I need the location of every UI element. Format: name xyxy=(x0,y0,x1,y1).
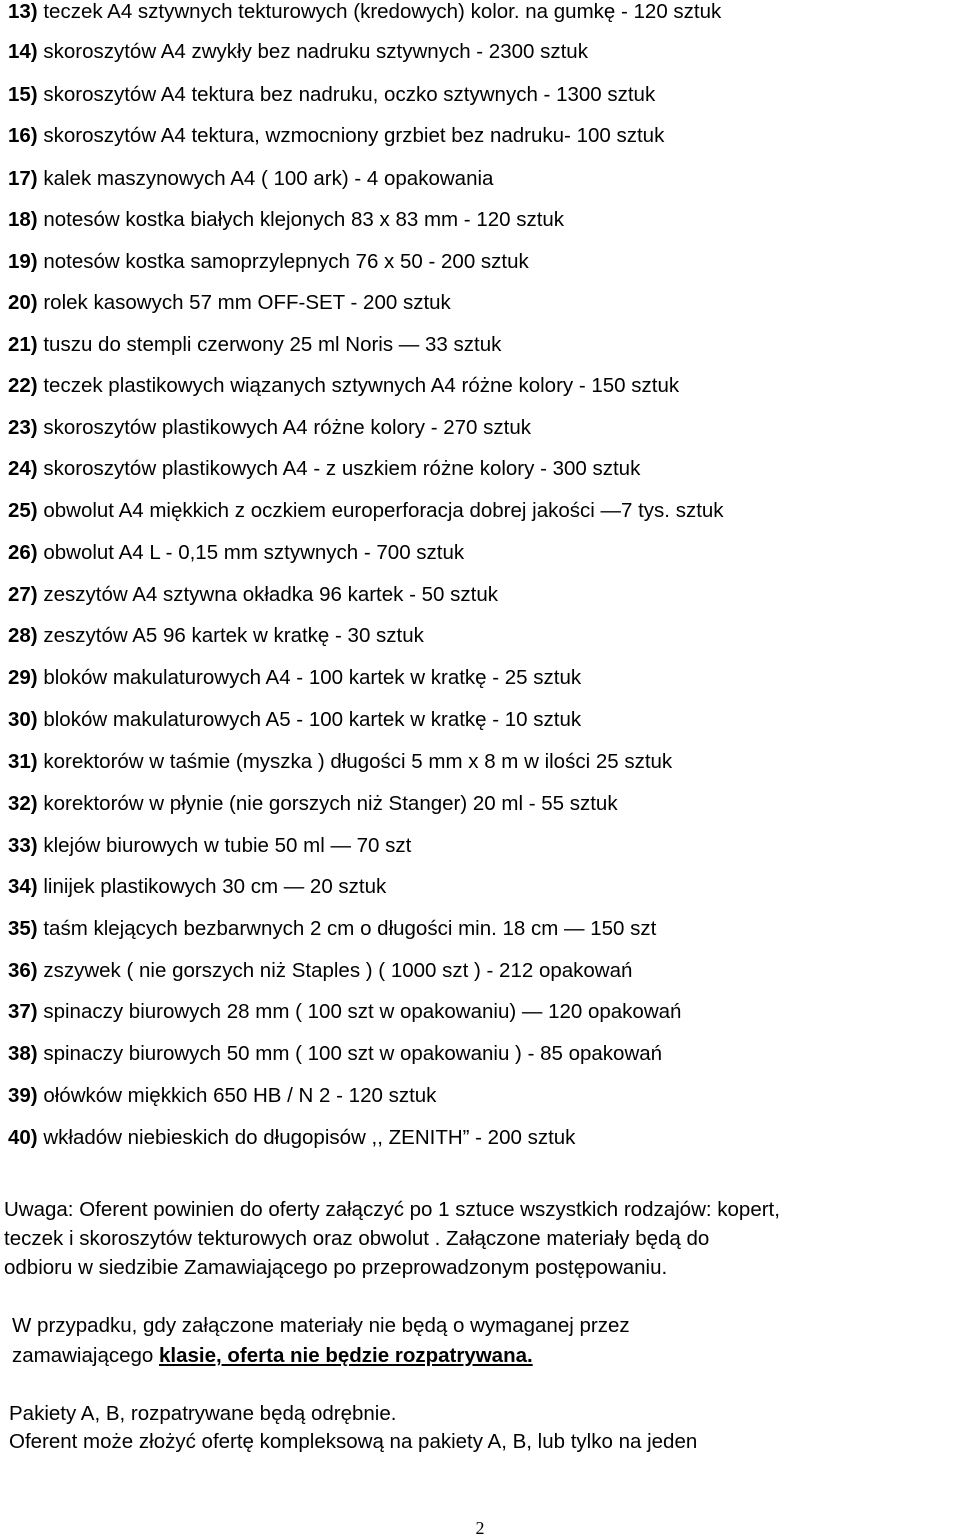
warning-text: zamawiającego xyxy=(12,1344,159,1367)
item-text: korektorów w płynie (nie gorszych niż Stanger) 20 ml - 55 sztuk xyxy=(43,792,618,815)
list-item xyxy=(8,167,493,191)
list-item xyxy=(8,374,679,398)
item-text: skoroszytów A4 tektura, wzmocniony grzbiet bez nadruku- 100 sztuk xyxy=(43,124,665,147)
item-number: 31) xyxy=(8,750,38,773)
list-item xyxy=(8,83,655,107)
list-item xyxy=(8,333,501,357)
item-text: zeszytów A5 96 kartek w kratkę - 30 sztuk xyxy=(43,624,424,647)
list-item xyxy=(8,708,581,732)
item-number: 29) xyxy=(8,666,38,689)
item-text: spinaczy biurowych 50 mm ( 100 szt w opakowaniu ) - 85 opakowań xyxy=(43,1042,663,1065)
item-text: notesów kostka samoprzylepnych 76 x 50 - 200 sztuk xyxy=(43,250,529,273)
item-number: 26) xyxy=(8,541,38,564)
item-text: tuszu do stempli czerwony 25 ml Noris — 33 sztuk xyxy=(43,333,502,356)
item-text: klejów biurowych w tubie 50 ml — 70 szt xyxy=(43,834,412,857)
item-number: 17) xyxy=(8,167,38,190)
item-text: linijek plastikowych 30 cm — 20 sztuk xyxy=(43,875,387,898)
list-item xyxy=(8,250,529,274)
item-text: zszywek ( nie gorszych niż Staples ) ( 1000 szt ) - 212 opakowań xyxy=(43,959,633,982)
item-number: 22) xyxy=(8,374,38,397)
item-number: 16) xyxy=(8,124,38,147)
item-text: teczek A4 sztywnych tekturowych (kredowych) kolor. na gumkę - 120 sztuk xyxy=(43,0,722,23)
item-number: 19) xyxy=(8,250,38,273)
item-number: 14) xyxy=(8,40,38,63)
list-item xyxy=(8,457,640,481)
list-item xyxy=(8,750,672,774)
list-item xyxy=(8,666,581,690)
item-number: 25) xyxy=(8,499,38,522)
list-item xyxy=(8,875,386,899)
list-item xyxy=(8,917,656,941)
packages-line: Oferent może złożyć ofertę kompleksową na pakiety A, B, lub tylko na jeden xyxy=(9,1430,698,1453)
item-number: 23) xyxy=(8,416,38,439)
item-text: taśm klejących bezbarwnych 2 cm o długości min. 18 cm — 150 szt xyxy=(43,917,657,940)
list-item xyxy=(8,834,411,858)
item-number: 38) xyxy=(8,1042,38,1065)
list-item xyxy=(8,124,664,148)
list-item xyxy=(8,624,424,648)
item-text: obwolut A4 L - 0,15 mm sztywnych - 700 sztuk xyxy=(43,541,465,564)
item-number: 37) xyxy=(8,1000,38,1023)
item-number: 27) xyxy=(8,583,38,606)
warning-line xyxy=(12,1341,533,1371)
list-item xyxy=(8,583,498,607)
item-text: skoroszytów plastikowych A4 - z uszkiem różne kolory - 300 sztuk xyxy=(43,457,641,480)
list-item xyxy=(8,541,464,565)
item-number: 20) xyxy=(8,291,38,314)
item-text: bloków makulaturowych A4 - 100 kartek w kratkę - 25 sztuk xyxy=(43,666,582,689)
item-number: 24) xyxy=(8,457,38,480)
page-number: 2 xyxy=(475,1518,485,1538)
item-number: 21) xyxy=(8,333,38,356)
list-item xyxy=(8,1000,681,1024)
item-text: rolek kasowych 57 mm OFF-SET - 200 sztuk xyxy=(43,291,451,314)
item-number: 36) xyxy=(8,959,38,982)
note-line: teczek i skoroszytów tekturowych oraz obwolut . Załączone materiały będą do xyxy=(4,1227,710,1250)
item-text: obwolut A4 miękkich z oczkiem europerforacja dobrej jakości —7 tys. sztuk xyxy=(43,499,724,522)
item-number: 15) xyxy=(8,83,38,106)
item-number: 32) xyxy=(8,792,38,815)
list-item xyxy=(8,1042,662,1066)
note-line: odbioru w siedzibie Zamawiającego po przeprowadzonym postępowaniu. xyxy=(4,1256,668,1279)
note-line: Uwaga: Oferent powinien do oferty załączyć po 1 sztuce wszystkich rodzajów: kopert, xyxy=(4,1198,780,1221)
item-text: kalek maszynowych A4 ( 100 ark) - 4 opakowania xyxy=(43,167,494,190)
item-text: notesów kostka białych klejonych 83 x 83 mm - 120 sztuk xyxy=(43,208,565,231)
item-number: 28) xyxy=(8,624,38,647)
item-text: spinaczy biurowych 28 mm ( 100 szt w opakowaniu) — 120 opakowań xyxy=(43,1000,682,1023)
packages-line: Pakiety A, B, rozpatrywane będą odrębnie. xyxy=(9,1402,397,1425)
list-item xyxy=(8,1084,436,1108)
list-item xyxy=(8,959,632,983)
warning-line: W przypadku, gdy załączone materiały nie będą o wymaganej przez xyxy=(12,1314,630,1337)
item-text: ołówków miękkich 650 HB / N 2 - 120 sztuk xyxy=(43,1084,437,1107)
list-item xyxy=(8,499,724,523)
item-number: 30) xyxy=(8,708,38,731)
item-text: skoroszytów A4 zwykły bez nadruku sztywnych - 2300 sztuk xyxy=(43,40,588,63)
list-item xyxy=(8,40,588,64)
item-text: skoroszytów A4 tektura bez nadruku, oczko sztywnych - 1300 sztuk xyxy=(43,83,656,106)
item-number: 35) xyxy=(8,917,38,940)
item-text: zeszytów A4 sztywna okładka 96 kartek - 50 sztuk xyxy=(43,583,498,606)
item-text: skoroszytów plastikowych A4 różne kolory - 270 sztuk xyxy=(43,416,531,439)
item-number: 13) xyxy=(8,0,38,23)
list-item xyxy=(8,0,721,24)
list-item xyxy=(8,291,451,315)
item-number: 18) xyxy=(8,208,38,231)
list-item xyxy=(8,416,531,440)
item-number: 33) xyxy=(8,834,38,857)
list-item xyxy=(8,1126,575,1150)
item-text: bloków makulaturowych A5 - 100 kartek w kratkę - 10 sztuk xyxy=(43,708,582,731)
item-text: teczek plastikowych wiązanych sztywnych A4 różne kolory - 150 sztuk xyxy=(43,374,680,397)
item-number: 34) xyxy=(8,875,38,898)
warning-emphasis: klasie, oferta nie będzie rozpatrywana. xyxy=(159,1344,533,1367)
item-text: wkładów niebieskich do długopisów ,, ZENITH” - 200 sztuk xyxy=(43,1126,576,1149)
list-item xyxy=(8,208,564,232)
item-number: 39) xyxy=(8,1084,38,1107)
item-text: korektorów w taśmie (myszka ) długości 5 mm x 8 m w ilości 25 sztuk xyxy=(43,750,673,773)
list-item xyxy=(8,792,618,816)
item-number: 40) xyxy=(8,1126,38,1149)
